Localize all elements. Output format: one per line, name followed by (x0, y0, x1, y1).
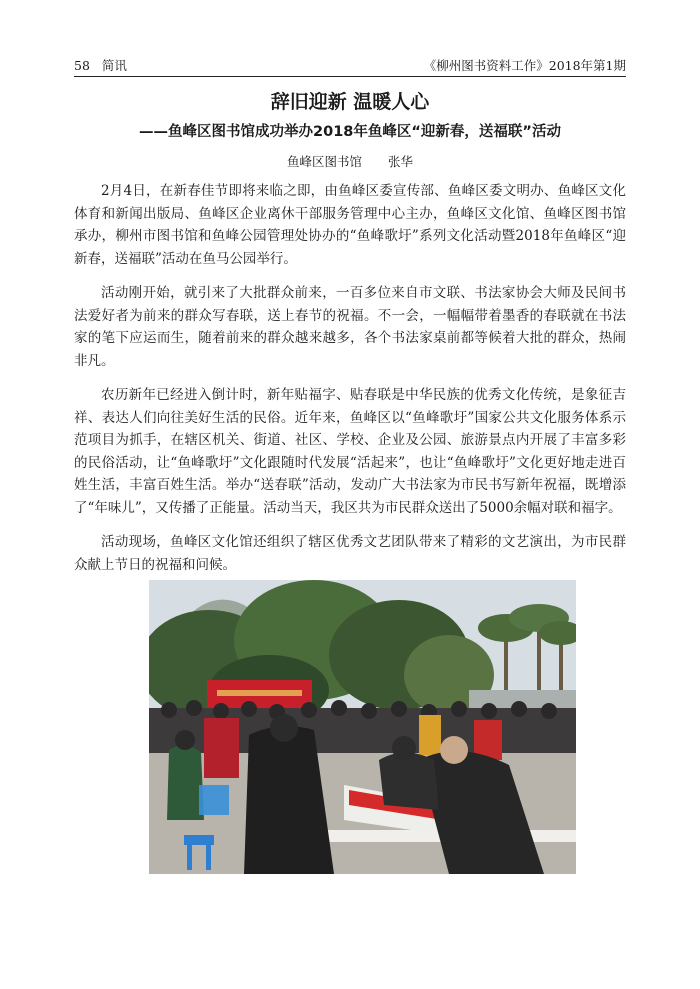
event-photo (149, 580, 576, 874)
article-subtitle: ——鱼峰区图书馆成功举办2018年鱼峰区“迎新春，送福联”活动 (139, 124, 561, 140)
article-title: 辞旧迎新 温暖人心 (270, 91, 430, 113)
header-rule (74, 76, 626, 77)
running-header (74, 56, 626, 76)
photo-illustration (149, 580, 576, 874)
author-name: 张华 (388, 154, 414, 169)
byline (0, 153, 700, 171)
page-number: 58 (74, 58, 90, 73)
paragraph: 活动刚开始，就引来了大批群众前来，一百多位来自市文联、书法家协会大师及民间书法爱好者为前来的群众写春联，送上春节的祝福。不一会，一幅幅带着墨香的春联就在书法家的笔下应运而生，随着前来的群众越来越多，各个书法家桌前都等候着大批的群众，热闹非凡。 (74, 285, 626, 369)
paragraph: 活动现场，鱼峰区文化馆还组织了辖区优秀文艺团队带来了精彩的文艺演出，为市民群众献上节日的祝福和问候。 (74, 534, 626, 573)
author-affiliation: 鱼峰区图书馆 (286, 154, 362, 169)
paragraph: 2月4日，在新春佳节即将来临之即，由鱼峰区委宣传部、鱼峰区委文明办、鱼峰区文化体育和新闻出版局、鱼峰区企业离休干部服务管理中心主办，鱼峰区文化馆、鱼峰区图书馆承办，柳州市图书馆和鱼峰公园管理处协办的“鱼峰歌圩”系列文化活动暨2018年鱼峰区“迎新春，送福联”活动在鱼马公园举行。 (74, 183, 626, 267)
article-body (74, 180, 626, 588)
section-name: 简讯 (101, 58, 127, 73)
journal-name: 《柳州图书资料工作》2018年第1期 (423, 58, 626, 73)
header-left (74, 56, 127, 76)
paragraph: 农历新年已经进入倒计时，新年贴福字、贴春联是中华民族的优秀文化传统，是象征吉祥、表达人们向往美好生活的民俗。近年来，鱼峰区以“鱼峰歌圩”国家公共文化服务体系示范项目为抓手，在辖区机关、街道、社区、学校、企业及公园、旅游景点内开展了丰富多彩的民俗活动，让“鱼峰歌圩”文化跟随时代发展“活起来”，也让“鱼峰歌圩”文化更好地走进百姓生活，丰富百姓生活。举办“送春联”活动，发动广大书法家为市民书写新年祝福，既增添了“年味儿”，又传播了正能量。活动当天，我区共为市民群众送出了5000余幅对联和福字。 (74, 387, 626, 516)
